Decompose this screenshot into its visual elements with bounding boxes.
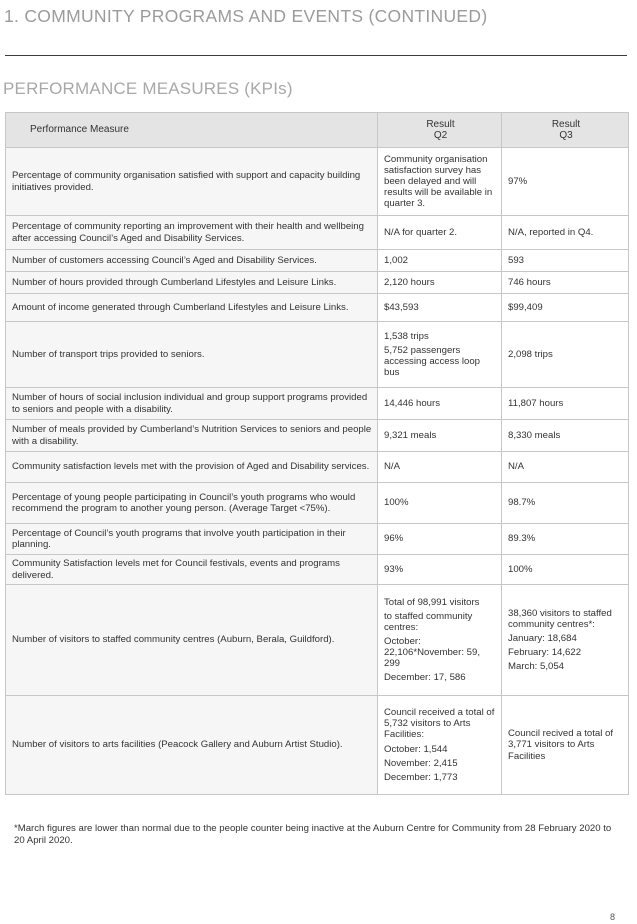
table-row [6, 585, 629, 696]
cell-performance-measure: Number of visitors to arts facilities (Peacock Gallery and Auburn Artist Studio). [6, 696, 378, 795]
cell-performance-measure: Number of hours of social inclusion individual and group support programs provided to seniors and people with a disability. [6, 388, 378, 420]
result-q2-line: 14,446 hours [384, 397, 441, 409]
header-result-q3 [502, 113, 629, 148]
result-q2-line: December: 1,773 [384, 771, 458, 783]
cell-result-q2 [378, 388, 502, 420]
cell-result-q3 [502, 148, 629, 216]
result-q3-line: Council recived a total of 3,771 visitors to Arts Facilities [508, 728, 614, 762]
section-title: PERFORMANCE MEASURES (KPIs) [3, 79, 293, 98]
result-q2-line: October: 22,106*November: 59, 299 [384, 635, 480, 670]
cell-performance-measure: Percentage of community organisation satisfied with support and capacity building initiatives provided. [6, 148, 378, 216]
header-q3-line2: Q3 [559, 130, 573, 141]
result-q2-line: October: 1,544 [384, 743, 448, 755]
result-q2-line: 1,538 trips [384, 330, 429, 342]
cell-performance-measure: Community satisfaction levels met with the provision of Aged and Disability services. [6, 452, 378, 483]
result-q2-line: November: 2,415 [384, 757, 458, 769]
result-q3-line: 98.7% [508, 497, 536, 509]
result-q2-line: 1,002 [384, 254, 409, 266]
result-q3-line: 38,360 visitors to staffed community centres*: [508, 607, 612, 630]
result-q2-line: 96% [384, 533, 404, 545]
header-q3-line1: Result [551, 118, 581, 130]
title-divider [5, 55, 627, 56]
result-q2-line: to staffed community centres: [384, 610, 473, 633]
table-row [6, 272, 629, 294]
header-performance-measure: Performance Measure [6, 113, 378, 148]
page-title: 1. COMMUNITY PROGRAMS AND EVENTS (CONTINUED) [4, 6, 488, 26]
table-row [6, 452, 629, 483]
result-q2-line: 2,120 hours [384, 276, 435, 288]
result-q2-line: 5,752 passengers accessing access loop bus [384, 344, 480, 379]
cell-result-q2 [378, 483, 502, 524]
kpi-table [5, 112, 629, 795]
result-q3-line: 100% [508, 563, 533, 575]
cell-result-q3 [502, 216, 629, 250]
cell-performance-measure: Percentage of young people participating in Council’s youth programs who would recommend the program to another young person. (Average Target <75%). [6, 483, 378, 524]
result-q2-line: N/A for quarter 2. [384, 226, 458, 238]
cell-result-q3 [502, 696, 629, 795]
cell-result-q2 [378, 696, 502, 795]
table-row [6, 555, 629, 585]
cell-result-q3 [502, 555, 629, 585]
cell-performance-measure: Number of meals provided by Cumberland’s Nutrition Services to seniors and people with a disability. [6, 420, 378, 452]
result-q3-line: N/A, reported in Q4. [508, 226, 594, 238]
result-q3-line: January: 18,684 [508, 632, 577, 644]
header-q2-line2: Q2 [433, 130, 448, 141]
result-q3-line: March: 5,054 [508, 661, 564, 673]
result-q3-line: 2,098 trips [508, 348, 553, 360]
result-q2-line: N/A [384, 461, 400, 473]
result-q2-line: Total of 98,991 visitors [384, 596, 480, 608]
cell-result-q2 [378, 585, 502, 696]
table-row [6, 420, 629, 452]
result-q2-line: 100% [384, 497, 409, 509]
cell-result-q2 [378, 322, 502, 388]
result-q3-line: 593 [508, 254, 525, 266]
result-q3-line: 89.3% [508, 533, 536, 545]
cell-result-q2 [378, 420, 502, 452]
cell-performance-measure: Number of customers accessing Council’s Aged and Disability Services. [6, 250, 378, 272]
cell-performance-measure: Percentage of community reporting an improvement with their health and wellbeing after accessing Council’s Aged and Disability Services. [6, 216, 378, 250]
cell-result-q2 [378, 452, 502, 483]
page-number: 8 [609, 912, 615, 922]
cell-result-q3 [502, 585, 629, 696]
result-q2-line: $43,593 [384, 301, 419, 313]
result-q2-line: 93% [384, 563, 404, 575]
cell-result-q3 [502, 272, 629, 294]
table-row [6, 388, 629, 420]
cell-result-q2 [378, 555, 502, 585]
kpi-table-body [6, 148, 629, 795]
cell-result-q3 [502, 250, 629, 272]
table-row [6, 696, 629, 795]
cell-result-q2 [378, 250, 502, 272]
table-row [6, 250, 629, 272]
cell-result-q3 [502, 483, 629, 524]
result-q3-line: $99,409 [508, 301, 543, 313]
result-q3-line: 8,330 meals [508, 429, 561, 441]
cell-result-q2 [378, 524, 502, 555]
table-row [6, 524, 629, 555]
cell-performance-measure: Number of transport trips provided to seniors. [6, 322, 378, 388]
table-row [6, 294, 629, 322]
result-q3-line: N/A [508, 461, 524, 473]
result-q2-line: December: 17, 586 [384, 672, 466, 684]
cell-result-q2 [378, 294, 502, 322]
cell-performance-measure: Number of hours provided through Cumberland Lifestyles and Leisure Links. [6, 272, 378, 294]
result-q3-line: February: 14,622 [508, 647, 582, 659]
result-q2-line: Council received a total of 5,732 visitors to Arts Facilities: [384, 707, 495, 741]
table-header-row [6, 113, 629, 148]
cell-result-q3 [502, 388, 629, 420]
cell-performance-measure: Community Satisfaction levels met for Council festivals, events and programs delivered. [6, 555, 378, 585]
cell-performance-measure: Percentage of Council’s youth programs that involve youth participation in their planning. [6, 524, 378, 555]
footnote: *March figures are lower than normal due to the people counter being inactive at the Auburn Centre for Community from 28 February 2020 to 20 April 2020. [14, 823, 612, 846]
header-result-q2 [378, 113, 502, 148]
cell-result-q3 [502, 452, 629, 483]
result-q3-line: 97% [508, 175, 528, 187]
result-q3-line: 746 hours [508, 276, 551, 288]
cell-result-q3 [502, 322, 629, 388]
result-q3-line: 11,807 hours [508, 397, 564, 409]
result-q2-line: 9,321 meals [384, 429, 437, 441]
cell-result-q2 [378, 148, 502, 216]
table-row [6, 148, 629, 216]
cell-result-q3 [502, 294, 629, 322]
table-row [6, 216, 629, 250]
cell-performance-measure: Amount of income generated through Cumberland Lifestyles and Leisure Links. [6, 294, 378, 322]
cell-result-q2 [378, 272, 502, 294]
cell-result-q3 [502, 420, 629, 452]
table-row [6, 322, 629, 388]
table-row [6, 483, 629, 524]
result-q2-line: Community organisation satisfaction survey has been delayed and will results will be available in quarter 3. [384, 153, 493, 210]
header-q2-line1: Result [426, 118, 455, 130]
cell-result-q2 [378, 216, 502, 250]
cell-performance-measure: Number of visitors to staffed community centres (Auburn, Berala, Guildford). [6, 585, 378, 696]
cell-result-q3 [502, 524, 629, 555]
